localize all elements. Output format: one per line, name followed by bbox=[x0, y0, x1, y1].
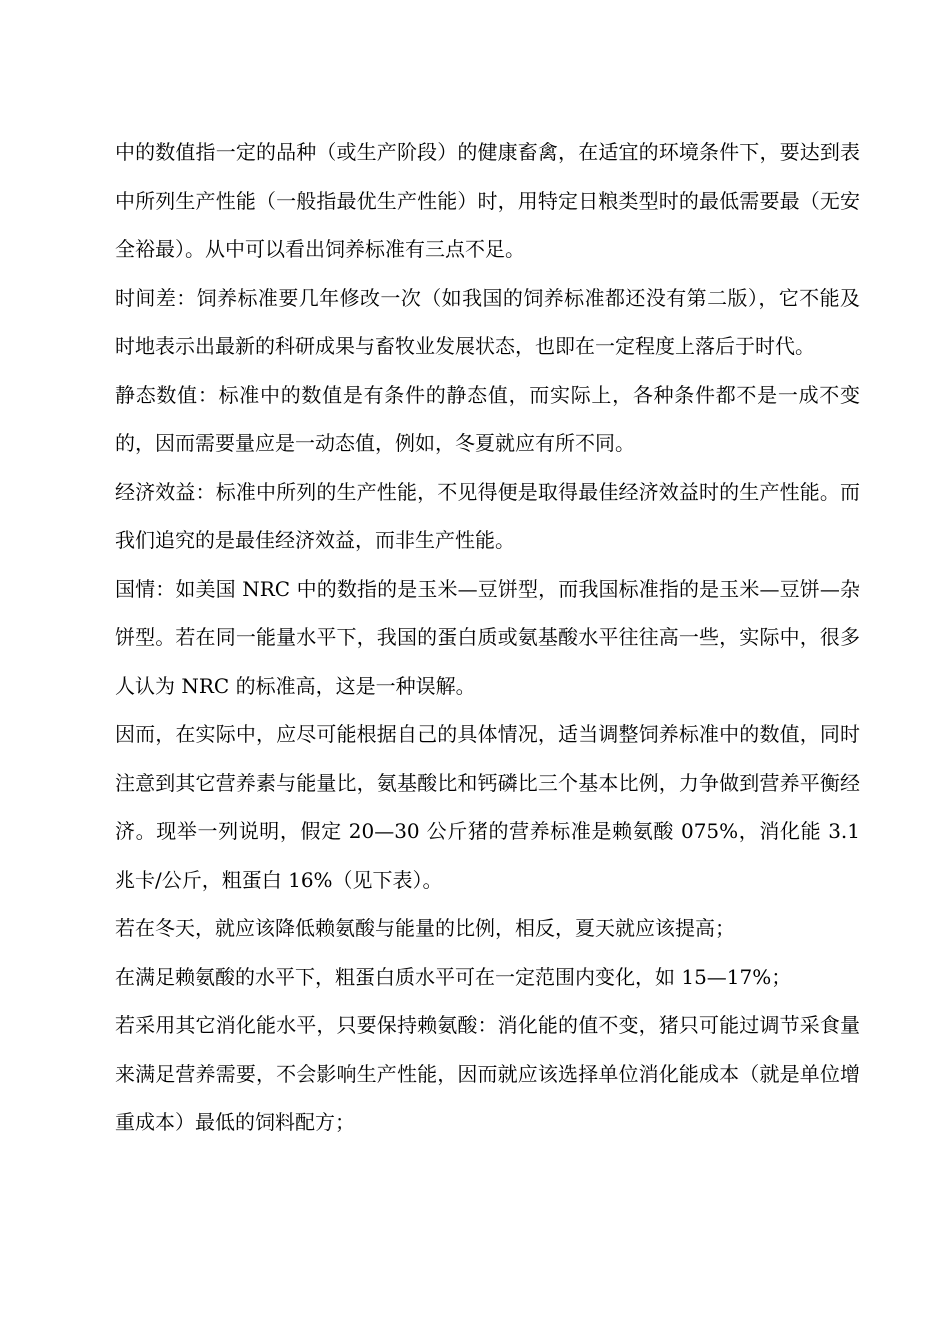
paragraph-crude-protein-range: 在满足赖氨酸的水平下，粗蛋白质水平可在一定范围内变化，如 15—17%； bbox=[115, 964, 792, 989]
paragraph-national-conditions: 国情：如美国 NRC 中的数指的是玉米—豆饼型，而我国标准指的是玉米—豆饼—杂饼型。若在同一能量水平下，我国的蛋白质或氨基酸水平往往高一些，实际中，很多人认为 NRC 的标准高，这是一种误解。 bbox=[115, 576, 860, 698]
document-body bbox=[115, 128, 860, 1147]
paragraph-digestible-energy: 若采用其它消化能水平，只要保持赖氨酸：消化能的值不变，猪只可能过调节采食量来满足营养需要，不会影响生产性能，因而就应该选择单位消化能成本（就是单位增重成本）最低的饲料配方； bbox=[115, 1013, 860, 1134]
paragraph-adjust-standards: 因而，在实际中，应尽可能根据自己的具体情况，适当调整饲养标准中的数值，同时注意到其它营养素与能量比，氨基酸比和钙磷比三个基本比例，力争做到营养平衡经济。现举一列说明，假定 20—30 公斤猪的营养标准是赖氨酸 075%，消化能 3.1 兆卡/公斤，粗蛋白 16%（见下表）。 bbox=[115, 722, 860, 892]
paragraph-winter-summer: 若在冬天，就应该降低赖氨酸与能量的比例，相反，夏天就应该提高； bbox=[115, 916, 735, 940]
paragraph-economic-benefit: 经济效益：标准中所列的生产性能，不见得便是取得最佳经济效益时的生产性能。而我们追究的是最佳经济效益，而非生产性能。 bbox=[115, 479, 860, 552]
paragraph-feeding-standard-intro: 中的数值指一定的品种（或生产阶段）的健康畜禽，在适宜的环境条件下，要达到表中所列生产性能（一般指最优生产性能）时，用特定日粮类型时的最低需要最（无安全裕最）。从中可以看出饲养标准有三点不足。 bbox=[115, 140, 860, 261]
paragraph-static-values: 静态数值：标准中的数值是有条件的静态值，而实际上，各种条件都不是一成不变的，因而需要量应是一动态值，例如，冬夏就应有所不同。 bbox=[115, 382, 860, 455]
paragraph-time-lag: 时间差：饲养标准要几年修改一次（如我国的饲养标准都还没有第二版），它不能及时地表示出最新的科研成果与畜牧业发展状态，也即在一定程度上落后于时代。 bbox=[115, 285, 860, 358]
